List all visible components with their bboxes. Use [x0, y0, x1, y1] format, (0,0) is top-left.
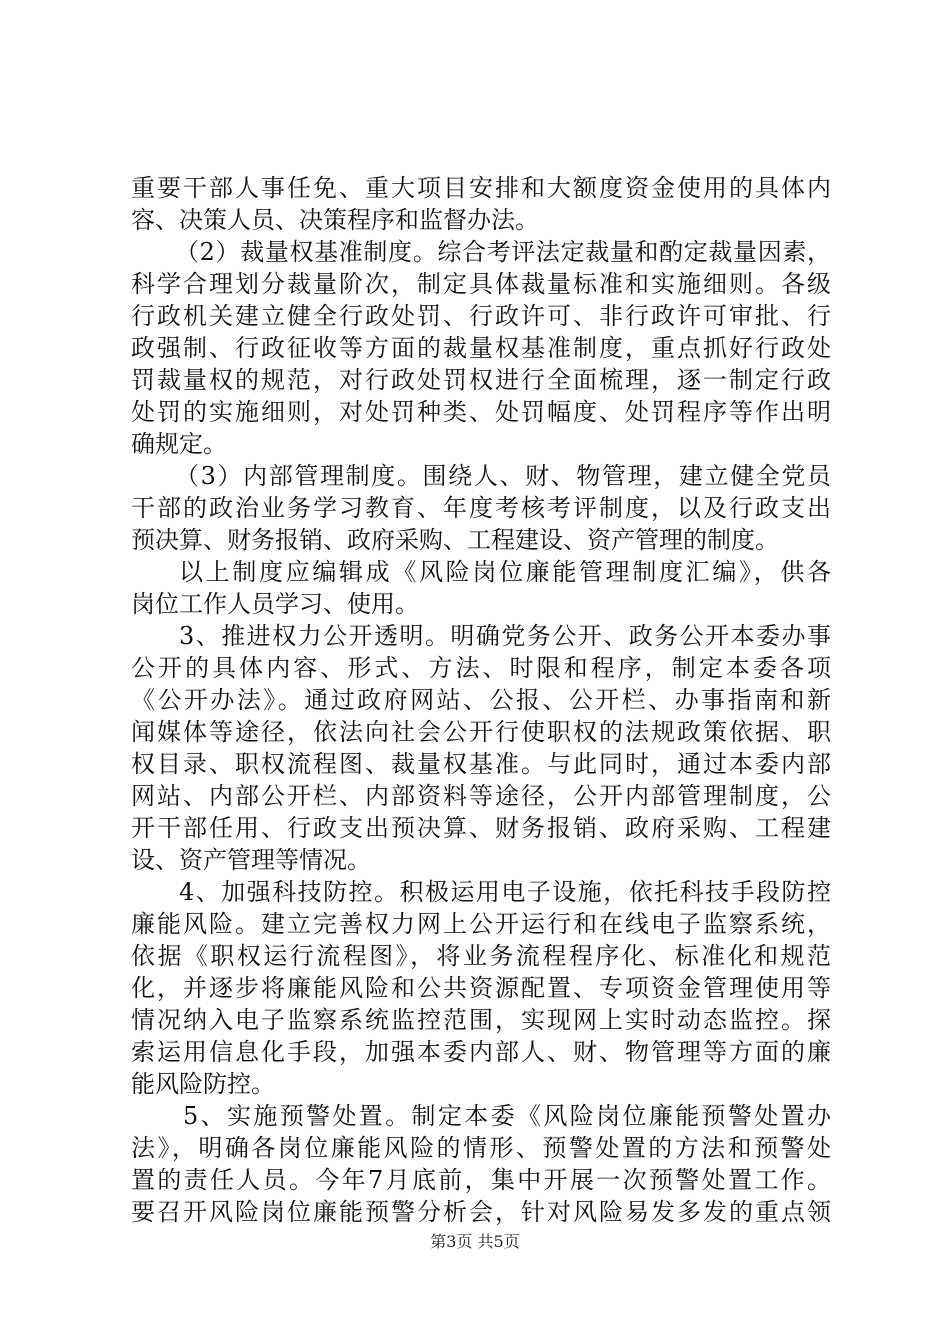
text-line: 容、决策人员、决策程序和监督办法。 [131, 206, 539, 234]
text-line: （3）内部管理制度。围绕人、财、物管理，建立健全党员 [175, 462, 831, 490]
document-body [131, 172, 831, 1228]
text-line: 要召开风险岗位廉能预警分析会，针对风险易发多发的重点领 [131, 1198, 831, 1226]
text-line: 闻媒体等途径，依法向社会公开行使职权的法规政策依据、职 [131, 718, 831, 746]
text-line: 岗位工作人员学习、使用。 [131, 590, 419, 618]
page-footer [0, 1232, 950, 1252]
text-line: 罚裁量权的规范，对行政处罚权进行全面梳理，逐一制定行政 [131, 366, 831, 394]
text-line: 《公开办法》。通过政府网站、公报、公开栏、办事指南和新 [131, 686, 831, 714]
text-line: 权目录、职权流程图、裁量权基准。与此同时，通过本委内部 [131, 750, 831, 778]
text-line: 化，并逐步将廉能风险和公共资源配置、专项资金管理使用等 [131, 974, 831, 1002]
text-line: 确规定。 [131, 430, 227, 458]
text-line: 以上制度应编辑成《风险岗位廉能管理制度汇编》，供各 [179, 558, 831, 586]
text-line: 公开的具体内容、形式、方法、时限和程序，制定本委各项 [131, 654, 831, 682]
text-line: 设、资产管理等情况。 [131, 846, 371, 874]
page-indicator: 第3页 共5页 [430, 1232, 520, 1251]
text-line: 干部的政治业务学习教育、年度考核考评制度，以及行政支出 [131, 494, 831, 522]
text-line: 预决算、财务报销、政府采购、工程建设、资产管理的制度。 [131, 526, 779, 554]
text-line: 廉能风险。建立完善权力网上公开运行和在线电子监察系统， [131, 910, 831, 938]
text-line: 4、加强科技防控。积极运用电子设施，依托科技手段防控 [179, 878, 831, 906]
text-line: 处罚的实施细则，对处罚种类、处罚幅度、处罚程序等作出明 [131, 398, 831, 426]
text-line: 政强制、行政征收等方面的裁量权基准制度，重点抓好行政处 [131, 334, 831, 362]
text-line: （2）裁量权基准制度。综合考评法定裁量和酌定裁量因素， [175, 238, 831, 266]
text-line: 依据《职权运行流程图》，将业务流程程序化、标准化和规范 [131, 942, 831, 970]
text-line: 置的责任人员。今年7月底前，集中开展一次预警处置工作。 [131, 1166, 831, 1194]
text-line: 网站、内部公开栏、内部资料等途径，公开内部管理制度，公 [131, 782, 831, 810]
text-line: 能风险防控。 [131, 1070, 275, 1098]
text-line: 法》，明确各岗位廉能风险的情形、预警处置的方法和预警处 [131, 1134, 831, 1162]
text-line: 5、实施预警处置。制定本委《风险岗位廉能预警处置办 [183, 1102, 831, 1130]
text-line: 索运用信息化手段，加强本委内部人、财、物管理等方面的廉 [131, 1038, 831, 1066]
text-line: 开干部任用、行政支出预决算、财务报销、政府采购、工程建 [131, 814, 831, 842]
text-line: 行政机关建立健全行政处罚、行政许可、非行政许可审批、行 [131, 302, 831, 330]
text-line: 科学合理划分裁量阶次，制定具体裁量标准和实施细则。各级 [131, 270, 831, 298]
text-line: 3、推进权力公开透明。明确党务公开、政务公开本委办事 [179, 622, 831, 650]
text-line: 重要干部人事任免、重大项目安排和大额度资金使用的具体内 [131, 174, 831, 202]
text-line: 情况纳入电子监察系统监控范围，实现网上实时动态监控。探 [131, 1006, 831, 1034]
